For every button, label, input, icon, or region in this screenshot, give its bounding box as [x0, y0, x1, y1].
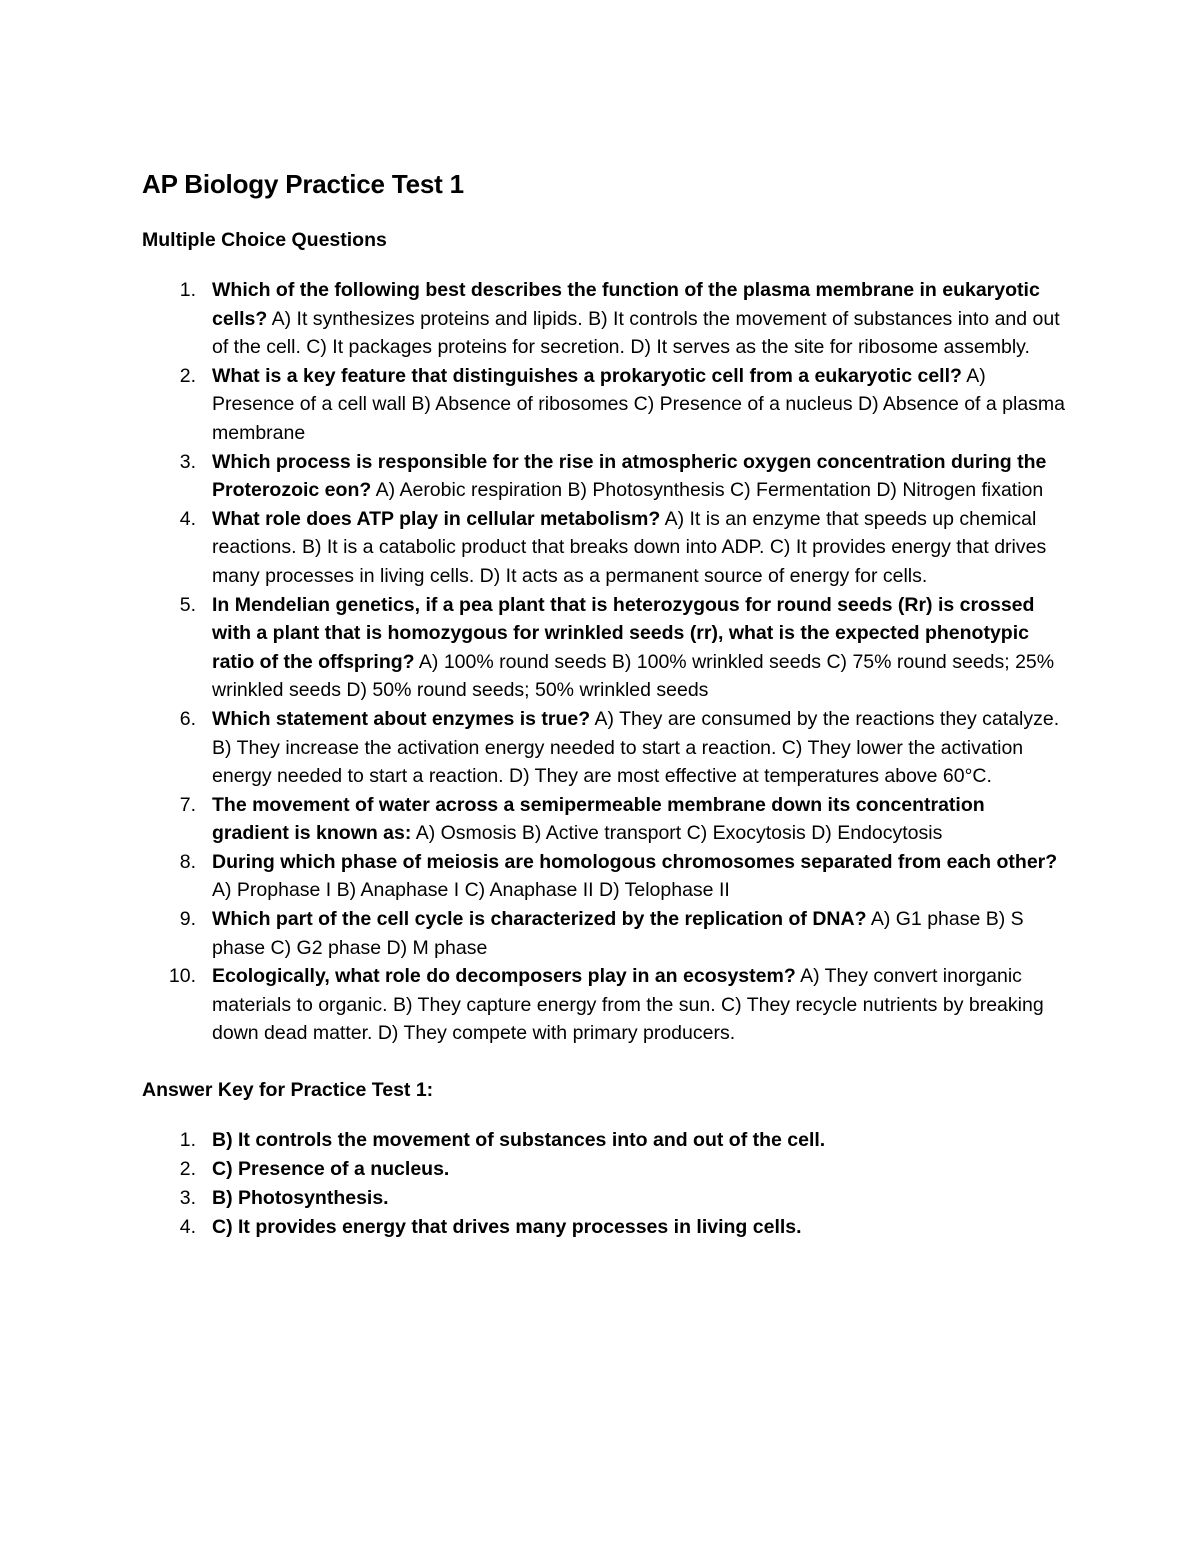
- question-number: 2.: [179, 364, 196, 387]
- question-options: A) It is an enzyme that speeds up chemical reactions. B) It is a catabolic product that breaks down into ADP. C) It provides energy that drives many processes in living cells. D) It acts as a permanent source of energy for cells.: [212, 507, 1047, 587]
- question-options: A) Aerobic respiration B) Photosynthesis C) Fermentation D) Nitrogen fixation: [371, 479, 1044, 502]
- answer-item: [142, 1155, 1066, 1184]
- question-options: A) They convert inorganic materials to organic. B) They capture energy from the sun. C) They recycle nutrients by breaking down dead matter. D) They compete with primary producers.: [212, 965, 1044, 1045]
- answer-key-heading: Answer Key for Practice Test 1:: [142, 1079, 434, 1102]
- question-number: 10.: [168, 965, 196, 988]
- answer-number: 4.: [179, 1216, 196, 1239]
- question-options: A) Prophase I B) Anaphase I C) Anaphase II D) Telophase II: [212, 879, 730, 902]
- question-text: Which part of the cell cycle is characterized by the replication of DNA?: [212, 908, 867, 931]
- document-title: AP Biology Practice Test 1: [142, 169, 464, 199]
- answer-text: B) Photosynthesis.: [212, 1187, 389, 1210]
- question-number: 3.: [179, 450, 196, 473]
- question-options: A) 100% round seeds B) 100% wrinkled seeds C) 75% round seeds; 25% wrinkled seeds D) 50% round seeds; 50% wrinkled seeds: [212, 650, 1055, 702]
- question-number: 9.: [179, 908, 196, 931]
- answer-text: B) It controls the movement of substances into and out of the cell.: [212, 1129, 826, 1152]
- question-item: [142, 505, 1066, 591]
- question-number: 6.: [179, 707, 196, 730]
- question-text: What role does ATP play in cellular metabolism?: [212, 507, 661, 530]
- multiple-choice-heading: Multiple Choice Questions: [142, 229, 387, 251]
- question-text: Which statement about enzymes is true?: [212, 707, 591, 730]
- question-text: Which process is responsible for the rise in atmospheric oxygen concentration during the Proterozoic eon?: [212, 450, 1047, 502]
- question-item: [142, 591, 1066, 705]
- question-options: A) Presence of a cell wall B) Absence of ribosomes C) Presence of a nucleus D) Absence of a plasma membrane: [212, 364, 1066, 444]
- answer-text: C) It provides energy that drives many processes in living cells.: [212, 1216, 802, 1239]
- answer-item: [142, 1126, 1066, 1155]
- answer-number: 3.: [179, 1187, 196, 1210]
- answer-text: C) Presence of a nucleus.: [212, 1158, 450, 1181]
- question-options: A) It synthesizes proteins and lipids. B) It controls the movement of substances into and out of the cell. C) It packages proteins for secretion. D) It serves as the site for ribosome assembly.: [212, 307, 1060, 359]
- question-list: [142, 276, 1066, 1048]
- answer-item: [142, 1213, 1066, 1242]
- question-number: 8.: [179, 850, 196, 873]
- question-text: What is a key feature that distinguishes a prokaryotic cell from a eukaryotic cell?: [212, 364, 962, 387]
- answer-number: 1.: [179, 1129, 196, 1152]
- question-text: In Mendelian genetics, if a pea plant that is heterozygous for round seeds (Rr) is crossed with a plant that is homozygous for wrinkled seeds (rr), what is the expected phenotypic ratio of the offspring?: [212, 593, 1035, 673]
- question-text: Which of the following best describes the function of the plasma membrane in eukaryotic cells?: [212, 279, 1040, 330]
- question-item: [142, 705, 1066, 791]
- document-page: [142, 166, 1066, 1242]
- question-number: 4.: [179, 507, 196, 530]
- answer-number: 2.: [179, 1158, 196, 1181]
- question-item: [142, 791, 1066, 848]
- question-item: [142, 276, 1066, 362]
- question-options: A) Osmosis B) Active transport C) Exocytosis D) Endocytosis: [411, 822, 943, 845]
- question-number: 5.: [179, 593, 196, 616]
- question-options: A) G1 phase B) S phase C) G2 phase D) M phase: [212, 908, 1024, 959]
- question-number: 7.: [179, 793, 196, 816]
- answer-item: [142, 1184, 1066, 1213]
- answer-list: [142, 1126, 1066, 1242]
- question-item: [142, 962, 1066, 1048]
- question-text: During which phase of meiosis are homologous chromosomes separated from each other?: [212, 850, 1058, 873]
- question-text: The movement of water across a semipermeable membrane down its concentration gradient is known as:: [212, 793, 985, 845]
- question-item: [142, 848, 1066, 905]
- question-number: 1.: [179, 279, 196, 301]
- question-item: [142, 448, 1066, 505]
- question-item: [142, 905, 1066, 962]
- question-options: A) They are consumed by the reactions they catalyze. B) They increase the activation energy needed to start a reaction. C) They lower the activation energy needed to start a reaction. D) They are most effective at temperatures above 60°C.: [212, 707, 1060, 788]
- question-item: [142, 362, 1066, 448]
- question-text: Ecologically, what role do decomposers play in an ecosystem?: [212, 965, 796, 988]
